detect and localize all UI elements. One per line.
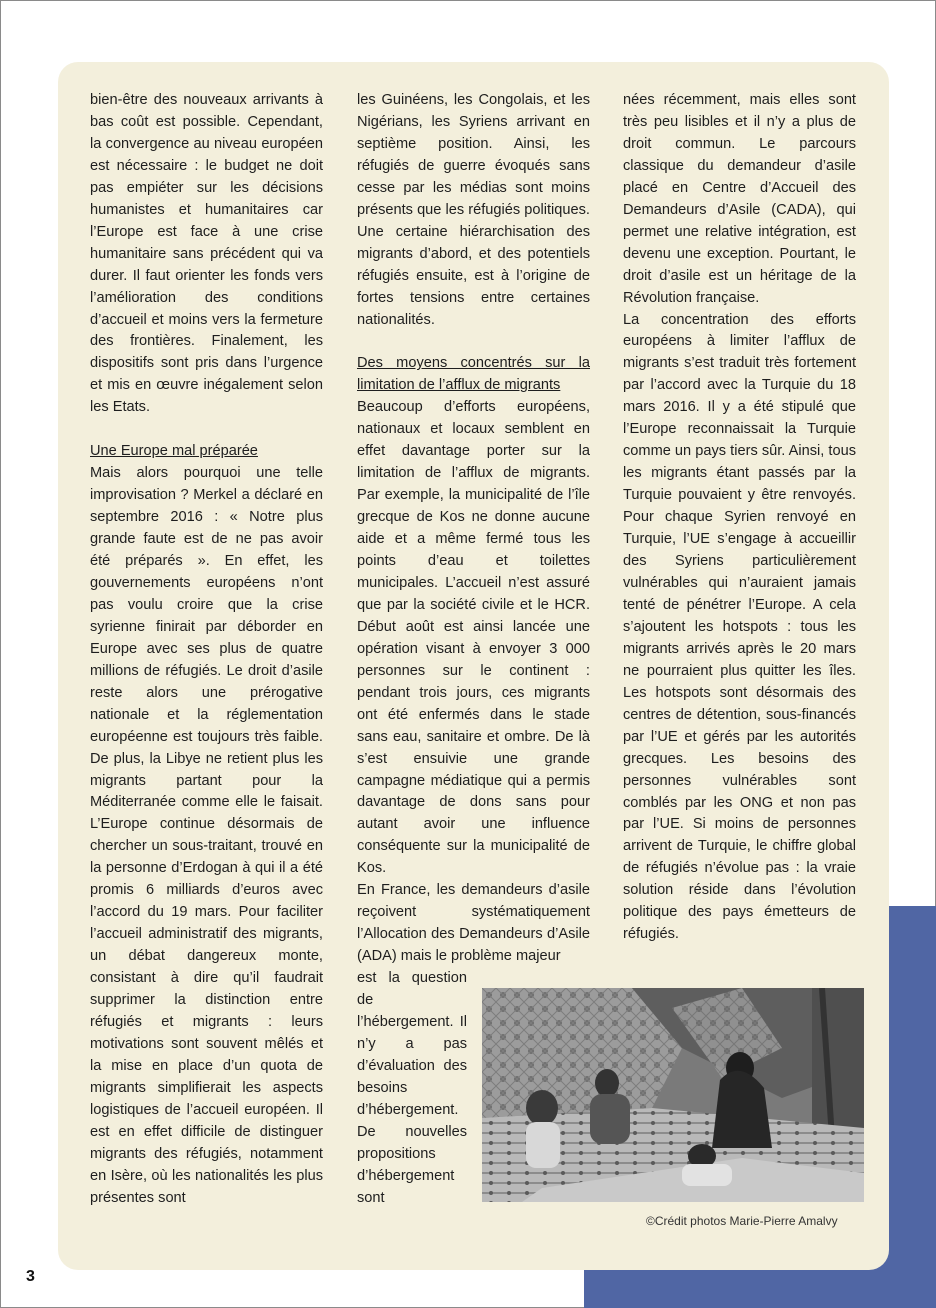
page-number: 3: [26, 1268, 35, 1285]
paragraph: La concentration des efforts européens à limiter l’afflux de migrants s’est traduit très fortement par l’accord avec la Turquie du 18 mars 2016. Il y a été stipulé que l’Europe reconnaissait la Turquie comme un pays tiers sûr. Ainsi, tous les migrants étant passés par la Turquie pouvaient y être renvoyés. Pour chaque Syrien renvoyé en Turquie, l’UE s’engage à accueillir des Syriens particulièrement vulnérables qui n’auraient jamais tenté de pénétrer l’Europe. A cela s’ajoutent les hotspots : tous les migrants arrivés après le 20 mars ne pourraient plus quitter les îles. Les hotspots sont désormais des centres de détention, sous-financés par l’UE et gérés par les autorités grecques. Les besoins des personnes vulnérables sont comblés par les ONG et non pas par l’UE. Si moins de personnes arrivent de Turquie, le chiffre global de réfugiés n’évolue pas : la vraie solution réside dans l’évolution politique des pays émetteurs de réfugiés.: [623, 311, 856, 943]
section-heading: Une Europe mal préparée: [90, 443, 258, 460]
paragraph: les Guinéens, les Congolais, et les Nigérians, les Syriens arrivant en septième position. Ainsi, les réfugiés de guerre évoqués sans cesse par les médias sont moins présents que les réfugiés politiques. Une certaine hiérarchisation des migrants d’abord, et des potentiels réfugiés ensuite, est à l’origine de fortes tensions entre certaines nationalités.: [357, 92, 590, 328]
paragraph: En France, les demandeurs d’asile reçoivent systématiquement l’Allocation des Demandeurs d’Asile (ADA) mais le problème majeur: [357, 882, 590, 965]
photo-illustration: [482, 988, 864, 1202]
column-1: [90, 90, 323, 1210]
refugee-camp-photo: [482, 988, 864, 1202]
paragraph: est la question de l’hébergement. Il n’y a pas d’évaluation des besoins d’hébergement. De nouvelles propositions d’hébergement sont: [357, 970, 467, 1206]
column-3: [623, 90, 856, 946]
paragraph: Beaucoup d’efforts européens, nationaux et locaux semblent en effet davantage porter sur la limitation de l’afflux de migrants. Par exemple, la municipalité de l’île grecque de Kos ne donne aucune aide et a même fermé tous les points d’eau et toilettes municipales. L’accueil n’est assuré que par la société civile et le HCR. Début août est ainsi lancée une opération visant à envoyer 3 000 personnes sur le continent : pendant trois jours, ces migrants ont été enfermés dans le stade sans eau, sanitaire et ombre. De là s’est ensuivie une grande campagne médiatique qui a permis davantage de dons sans pour autant avoir une influence conséquente sur la municipalité de Kos.: [357, 399, 590, 877]
section-heading: Des moyens concentrés sur la limitation de l’afflux de migrants: [357, 355, 590, 394]
photo-credit: ©Crédit photos Marie-Pierre Amalvy: [646, 1214, 838, 1228]
paragraph: bien-être des nouveaux arrivants à bas coût est possible. Cependant, la convergence au niveau européen est nécessaire : le budget ne doit pas empiéter sur les décisions humanistes et humanitaires car l’Europe est face à une crise humanitaire sans précédent qui va durer. Il faut orienter les fonds vers l’amélioration des conditions d’accueil et moins vers la fermeture des frontières. Finalement, les dispositifs sont pris dans l’urgence et mis en œuvre inégalement selon les Etats.: [90, 92, 323, 416]
paragraph: nées récemment, mais elles sont très peu lisibles et il n’y a plus de droit commun. Le parcours classique du demandeur d’asile placé en Centre d’Accueil des Demandeurs d’Asile (CADA), qui permet une relative intégration, est devenu une exception. Pourtant, le droit d’asile est un héritage de la Révolution française.: [623, 92, 856, 306]
paragraph: Mais alors pourquoi une telle improvisation ? Merkel a déclaré en septembre 2016 : « Notre plus grande faute est de ne pas avoir été préparés ». En effet, les gouvernements européens n’ont pas voulu croire que la crise syrienne finirait par déborder en Europe avec ses plus de quatre millions de réfugiés. Le droit d’asile reste alors une prérogative nationale et la réglementation européenne est toujours très faible. De plus, la Libye ne retient plus les migrants partant pour la Méditerranée comme elle le faisait. L’Europe continue désormais de chercher un sous-traitant, trouvé en la personne d’Erdogan à qui il a été promis 6 milliards d’euros avec l’accord du 19 mars. Pour faciliter l’accueil administratif des migrants, un débat dangereux monte, consistant à dire qu’il faudrait supprimer la distinction entre réfugiés et migrants : leurs motivations sont souvent mêlés et la mise en place d’un quota de migrants simplifierait les aspects logistiques de l’accueil européen. Il est en effet difficile de distinguer migrants des réfugiés, notamment en Isère, où les nationalités les plus présentes sont: [90, 465, 323, 1206]
